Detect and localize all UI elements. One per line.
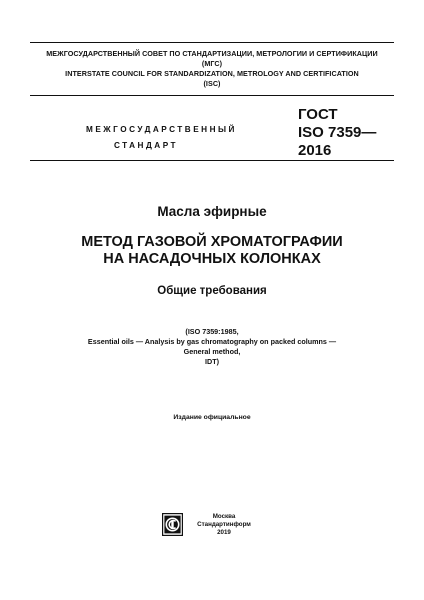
standard-type — [86, 122, 237, 154]
international-reference — [0, 327, 424, 367]
publisher-logo-icon — [162, 513, 183, 536]
standard-code-line2: ISO 7359— — [298, 124, 377, 141]
header-divider — [30, 160, 394, 161]
part-title: Общие требования — [157, 285, 267, 297]
intl-ref-line2: Essential oils — Analysis by gas chromatography on packed columns — — [87, 337, 337, 346]
main-title-line2: НА НАСАДОЧНЫХ КОЛОНКАХ — [103, 251, 321, 267]
publisher-name: Стандартинформ — [197, 521, 251, 528]
edition-label: Издание официальное — [173, 414, 251, 421]
intl-ref-line4: IDT) — [205, 357, 219, 366]
standard-code-line1: ГОСТ — [298, 106, 338, 123]
publisher-city: Москва — [212, 513, 236, 520]
council-abbr-ru: (МГС) — [201, 59, 223, 68]
standard-code-line3: 2016 — [298, 142, 332, 159]
main-title-line1: МЕТОД ГАЗОВОЙ ХРОМАТОГРАФИИ — [81, 234, 343, 250]
intl-ref-line1: (ISO 7359:1985, — [185, 327, 239, 336]
publisher-info — [194, 513, 254, 537]
standard-type-line1: МЕЖГОСУДАРСТВЕННЫЙ — [86, 125, 237, 134]
main-title — [0, 234, 424, 268]
subject-title: Масла эфирные — [157, 204, 267, 219]
council-abbr-en: (ISC) — [203, 79, 221, 88]
publisher-year: 2019 — [217, 529, 231, 536]
council-name-ru: МЕЖГОСУДАРСТВЕННЫЙ СОВЕТ ПО СТАНДАРТИЗАЦИИ, МЕТРОЛОГИИ И СЕРТИФИКАЦИИ — [46, 49, 378, 58]
council-header — [30, 42, 394, 96]
standard-type-line2: СТАНДАРТ — [113, 141, 179, 150]
council-name-en: INTERSTATE COUNCIL FOR STANDARDIZATION, METROLOGY AND CERTIFICATION — [65, 69, 359, 78]
intl-ref-line3: General method, — [183, 347, 241, 356]
standard-code — [298, 106, 376, 160]
